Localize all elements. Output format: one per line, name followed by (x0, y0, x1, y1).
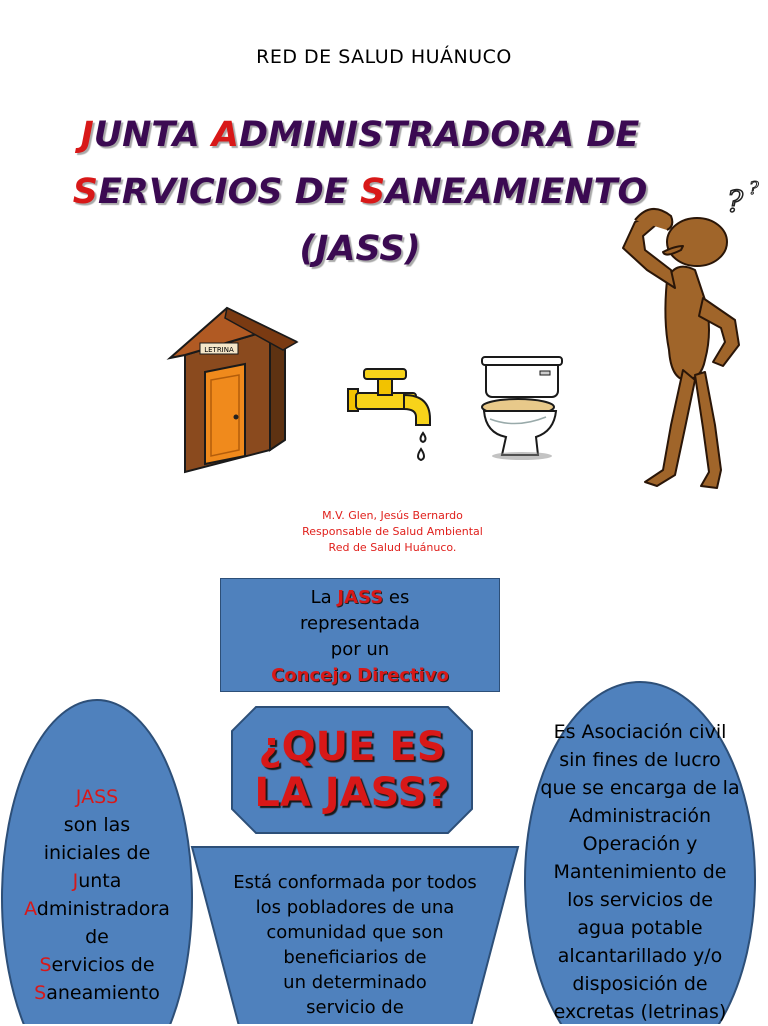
latrine-icon (165, 300, 300, 475)
title-line-1: JUNTA ADMINISTRADORA DE (80, 115, 640, 155)
question-mark-large: ? (727, 185, 744, 220)
title-line-2: SERVICIOS DE SANEAMIENTO (72, 172, 648, 212)
author-name: M.V. Glen, Jesús Bernardo (322, 509, 463, 522)
toilet-icon (476, 355, 566, 465)
author-credits (200, 508, 585, 556)
trapezoid-text: Está conformada por todos los pobladores de una comunidad que son beneficiarios de un determinado servicio de (233, 872, 477, 1018)
organization-header: RED DE SALUD HUÁNUCO (256, 46, 512, 68)
left-ellipse-text: JASS son las iniciales de Junta Administradora de Servicios de Saneamiento (24, 786, 170, 1004)
latrine-sign: LETRINA (204, 346, 234, 354)
council-box: La JASS es representada por un Concejo Directivo (220, 578, 500, 692)
question-heading: ¿QUE ES LA JASS? (254, 724, 450, 816)
right-ellipse-text: Es Asociación civil sin fines de lucro que se encarga de la Administración Operación y Mantenimiento de los servicios de agua potable alcantarillado y/o disposición de excretas (letrinas) (540, 721, 740, 1023)
faucet-icon (342, 363, 437, 471)
author-org: Red de Salud Huánuco. (328, 541, 457, 554)
thinking-person-icon (605, 170, 765, 510)
title-line-3: (JASS) (299, 229, 421, 269)
question-mark-small: ? (749, 178, 759, 199)
author-role: Responsable de Salud Ambiental (302, 525, 483, 538)
